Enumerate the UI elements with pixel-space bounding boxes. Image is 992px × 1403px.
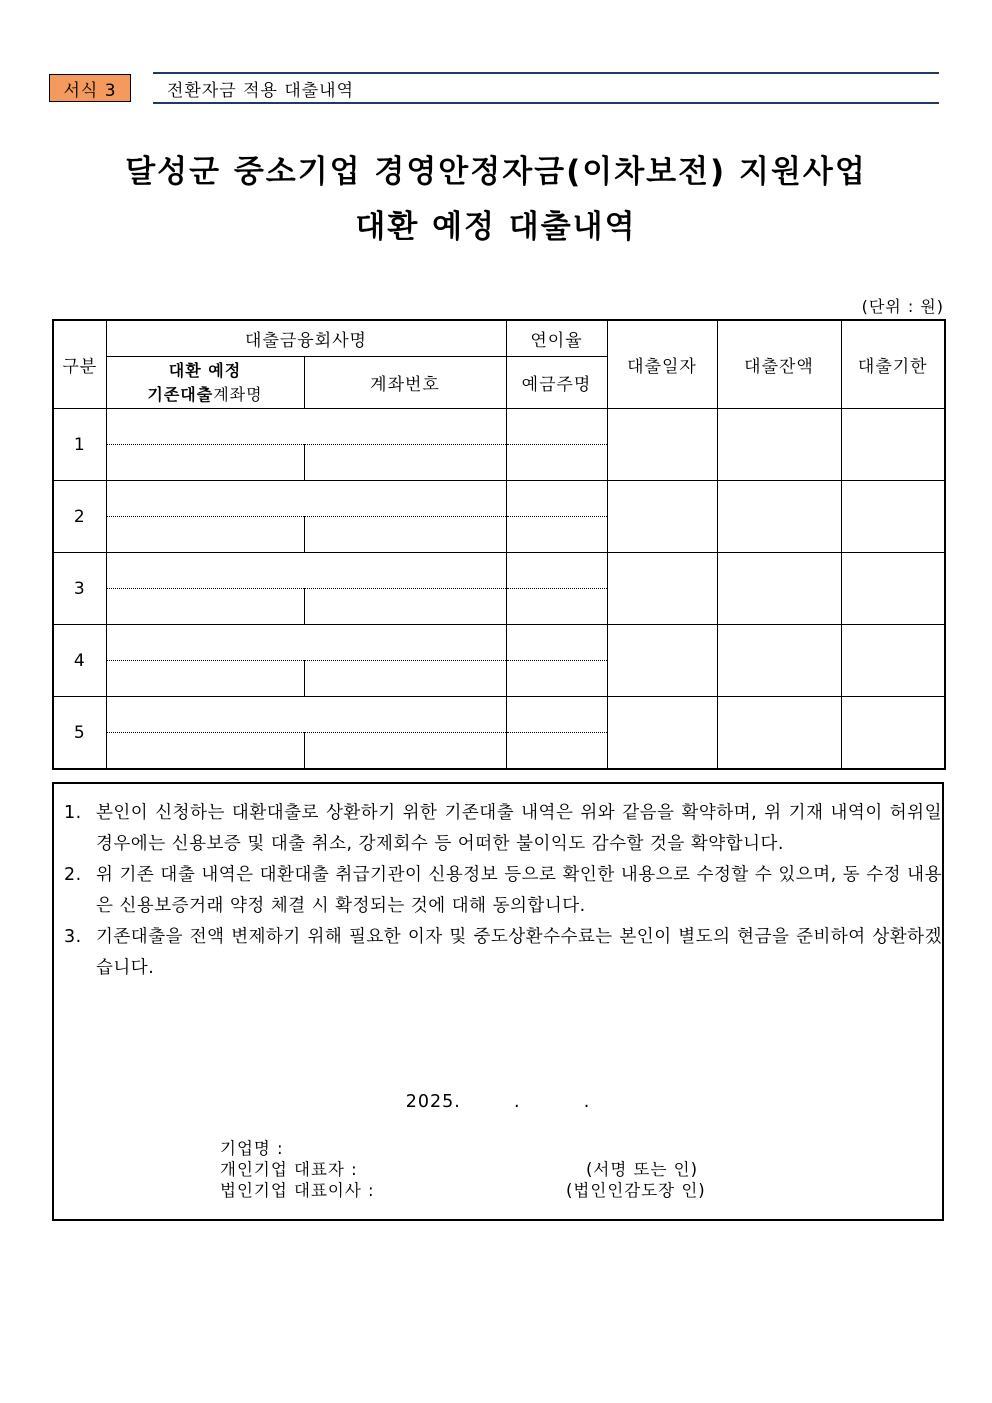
date-month-dot: . xyxy=(513,1092,521,1112)
agreement-item xyxy=(64,798,942,860)
institution-cell[interactable] xyxy=(106,553,506,589)
loan-date-cell[interactable] xyxy=(607,697,717,770)
deposit-holder-cell[interactable] xyxy=(506,733,607,770)
individual-rep-row xyxy=(220,1159,706,1180)
header-linked: 연이율 xyxy=(506,320,607,357)
document-title-line2: 대환 예정 대출내역 xyxy=(355,209,637,245)
linked-cell[interactable] xyxy=(506,697,607,733)
header-account-name-rest: 계좌명 xyxy=(213,384,263,404)
unit-note: (단위 : 원) xyxy=(861,297,944,316)
header-account-name xyxy=(106,357,304,409)
corporate-seal-note: (법인인감도장 인) xyxy=(566,1181,706,1200)
header-account-name-bold: 대환 예정 xyxy=(168,360,242,380)
signature-block xyxy=(220,1138,706,1201)
row-number: 4 xyxy=(53,625,106,697)
balance-cell[interactable] xyxy=(717,553,841,625)
agreement-item-text: 본인이 신청하는 대환대출로 상환하기 위한 기존대출 내역은 위와 같음을 확약하며, 위 기재 내역이 허위일 경우에는 신용보증 및 대출 취소, 강제회수 등 어떠한 불이익도 감수할 것을 확약합니다. xyxy=(96,803,942,854)
table-row xyxy=(53,625,945,661)
header-account-no: 계좌번호 xyxy=(304,357,506,409)
account-no-cell[interactable] xyxy=(304,661,506,697)
institution-cell[interactable] xyxy=(106,481,506,517)
institution-cell[interactable] xyxy=(106,409,506,445)
account-name-cell[interactable] xyxy=(106,517,304,553)
loan-date-cell[interactable] xyxy=(607,625,717,697)
linked-cell[interactable] xyxy=(506,409,607,445)
term-cell[interactable] xyxy=(841,481,945,553)
linked-cell[interactable] xyxy=(506,625,607,661)
term-cell[interactable] xyxy=(841,625,945,697)
agreement-item-number: 2. xyxy=(64,865,82,885)
header-loan-date: 대출일자 xyxy=(607,320,717,409)
account-name-cell[interactable] xyxy=(106,733,304,770)
agreement-item xyxy=(64,860,942,922)
table-row xyxy=(53,697,945,733)
deposit-holder-cell[interactable] xyxy=(506,517,607,553)
account-no-cell[interactable] xyxy=(304,517,506,553)
account-no-cell[interactable] xyxy=(304,445,506,481)
row-number: 3 xyxy=(53,553,106,625)
agreement-item-number: 1. xyxy=(64,803,82,823)
loan-date-cell[interactable] xyxy=(607,409,717,481)
balance-cell[interactable] xyxy=(717,625,841,697)
date-day-dot: . xyxy=(583,1092,591,1112)
row-number: 5 xyxy=(53,697,106,770)
agreement-item-number: 3. xyxy=(64,927,82,947)
agreement-box xyxy=(52,782,944,1221)
company-row xyxy=(220,1138,706,1159)
deposit-holder-cell[interactable] xyxy=(506,445,607,481)
header-deposit-holder: 예금주명 xyxy=(506,357,607,409)
header-institution: 대출금융회사명 xyxy=(106,320,506,357)
document-title-line1: 달성군 중소기업 경영안정자금(이차보전) 지원사업 xyxy=(125,154,867,190)
individual-rep-label: 개인기업 대표자 : xyxy=(220,1160,358,1179)
deposit-holder-cell[interactable] xyxy=(506,661,607,697)
agreement-items xyxy=(64,798,942,984)
form-title: 전환자금 적용 대출내역 xyxy=(167,80,355,101)
agreement-item-text: 기존대출을 전액 변제하기 위해 필요한 이자 및 중도상환수수료는 본인이 별도의 현금을 준비하여 상환하겠습니다. xyxy=(96,927,942,978)
term-cell[interactable] xyxy=(841,409,945,481)
table-row xyxy=(53,481,945,517)
account-name-cell[interactable] xyxy=(106,661,304,697)
date-year: 2025. xyxy=(405,1092,461,1112)
linked-cell[interactable] xyxy=(506,481,607,517)
institution-cell[interactable] xyxy=(106,697,506,733)
table-row xyxy=(53,409,945,445)
account-name-cell[interactable] xyxy=(106,445,304,481)
table-row xyxy=(53,553,945,589)
account-name-cell[interactable] xyxy=(106,589,304,625)
company-label: 기업명 : xyxy=(220,1139,284,1158)
term-cell[interactable] xyxy=(841,553,945,625)
loan-date-cell[interactable] xyxy=(607,481,717,553)
signature-date xyxy=(54,1092,942,1112)
header-balance: 대출잔액 xyxy=(717,320,841,409)
agreement-item xyxy=(64,922,942,984)
balance-cell[interactable] xyxy=(717,409,841,481)
header-category: 구분 xyxy=(53,320,106,409)
form-number-tag xyxy=(49,74,131,102)
balance-cell[interactable] xyxy=(717,697,841,770)
form-number-label: 서식 3 xyxy=(63,80,117,101)
account-no-cell[interactable] xyxy=(304,733,506,770)
header-term: 대출기한 xyxy=(841,320,945,409)
form-title-bar xyxy=(153,72,939,104)
balance-cell[interactable] xyxy=(717,481,841,553)
institution-cell[interactable] xyxy=(106,625,506,661)
table-header-row-1 xyxy=(53,320,945,357)
linked-cell[interactable] xyxy=(506,553,607,589)
row-number: 1 xyxy=(53,409,106,481)
term-cell[interactable] xyxy=(841,697,945,770)
account-no-cell[interactable] xyxy=(304,589,506,625)
agreement-item-text: 위 기존 대출 내역은 대환대출 취급기관이 신용정보 등으로 확인한 내용으로 수정할 수 있으며, 동 수정 내용은 신용보증거래 약정 체결 시 확정되는 것에 대해 동의합니다. xyxy=(96,865,942,916)
individual-seal-note: (서명 또는 인) xyxy=(586,1160,699,1179)
header-account-name-bold2: 기존대출 xyxy=(147,384,214,404)
row-number: 2 xyxy=(53,481,106,553)
loan-details-table xyxy=(52,319,946,770)
deposit-holder-cell[interactable] xyxy=(506,589,607,625)
loan-date-cell[interactable] xyxy=(607,553,717,625)
corporate-rep-label: 법인기업 대표이사 : xyxy=(220,1181,375,1200)
corporate-rep-row xyxy=(220,1180,706,1201)
